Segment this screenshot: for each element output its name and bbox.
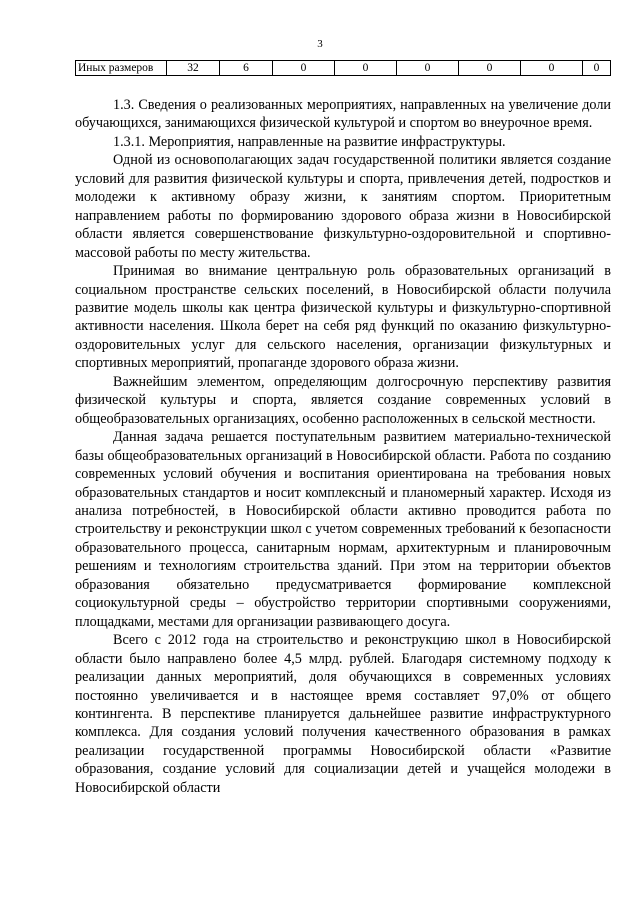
data-table xyxy=(75,60,611,76)
paragraph: Важнейшим элементом, определяющим долгосрочную перспективу развития физической культуры и спорта, является создание современных условий в общеобразовательных организациях, особенно расположенных в сельской местности. xyxy=(75,373,611,427)
table-cell: 0 xyxy=(459,61,521,76)
paragraph: Данная задача решается поступательным развитием материально-технической базы общеобразовательных организаций в Новосибирской области. Работа по созданию современных условий обучения и воспитания ориентирована на требования новых образовательных стандартов и носит комплексный и планомерный характер. Исходя из анализа потребностей, в Новосибирской области активно проводится работа по строительству и реконструкции школ с учетом современных требований к безопасности образовательного процесса, санитарным нормам, архитектурным и планировочным решениям и технологиям строительства зданий. При этом на территории объектов образования обязательно предусматривается формирование комплексной социокультурной среды – обустройство территории спортивными сооружениями, площадками, местами для организации развивающего досуга. xyxy=(75,429,611,630)
table-cell: 0 xyxy=(397,61,459,76)
table-cell: 0 xyxy=(335,61,397,76)
document-body xyxy=(75,96,611,797)
section-heading: 1.3. Сведения о реализованных мероприятиях, направленных на увеличение доли обучающихся, занимающихся физической культурой и спортом во внеурочное время. xyxy=(75,97,611,132)
subsection-heading: 1.3.1. Мероприятия, направленные на развитие инфраструктуры. xyxy=(113,133,506,150)
paragraph: Одной из основополагающих задач государственной политики является создание условий для развития физической культуры и спорта, привлечения детей, подростков и молодежи к активному образу жизни, к занятиям спортом. Приоритетным направлением работы по формированию здорового образа жизни в Новосибирской области является совершенствование физкультурно-оздоровительной и спортивно-массовой работы по месту жительства. xyxy=(75,152,611,261)
paragraph: Принимая во внимание центральную роль образовательных организаций в социальном пространстве сельских поселений, в Новосибирской области получила развитие модель школы как центра физической культуры и физкультурно-спортивной активности населения. Школа берет на себя ряд функций по оказанию физкультурно-оздоровительных услуг для сельского населения, организации физкультурных и спортивных мероприятий, пропаганде здорового образа жизни. xyxy=(75,263,611,372)
row-label: Иных размеров xyxy=(76,61,167,76)
table-cell: 0 xyxy=(521,61,583,76)
paragraph: Всего с 2012 года на строительство и реконструкцию школ в Новосибирской области было направлено более 4,5 млрд. рублей. Благодаря системному подходу к реализации данных мероприятий, доля обучающихся в современных условиях постоянно увеличивается и в настоящее время составляет 97,0% от общего контингента. В перспективе планируется дальнейшее развитие инфраструктурного комплекса. Для создания условий получения качественного образования в рамках реализации государственной программы Новосибирской области «Развитие образования, создание условий для социализации детей и учащейся молодежи в Новосибирской области xyxy=(75,632,611,796)
page-number: 3 xyxy=(317,38,323,50)
table-cell: 0 xyxy=(583,61,611,76)
table-row xyxy=(76,61,611,76)
table-cell: 32 xyxy=(167,61,220,76)
table-cell: 6 xyxy=(220,61,273,76)
table-cell: 0 xyxy=(273,61,335,76)
